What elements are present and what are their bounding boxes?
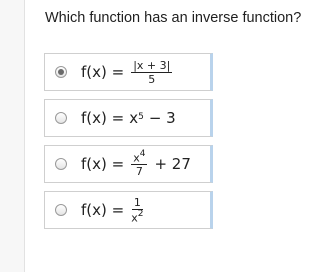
radio-button-selected[interactable] — [55, 66, 67, 78]
fraction — [131, 197, 143, 224]
answer-option-3[interactable] — [44, 145, 213, 183]
expression-tail: − 3 — [148, 109, 176, 127]
denominator-base: x — [131, 211, 138, 225]
radio-button[interactable] — [55, 158, 67, 170]
fraction-denominator: 5 — [148, 72, 156, 86]
answer-option-1[interactable] — [44, 53, 213, 91]
function-lhs: f(x) = — [81, 201, 125, 219]
radio-button[interactable] — [55, 112, 67, 124]
left-gutter — [0, 0, 25, 272]
expression-tail: + 27 — [154, 155, 191, 173]
answer-option-4[interactable] — [44, 191, 213, 229]
numerator-exponent: 4 — [139, 148, 146, 159]
answer-options — [44, 53, 213, 237]
fraction — [131, 60, 172, 85]
fraction-denominator: 7 — [135, 165, 143, 179]
fraction-numerator: |x + 3| — [133, 58, 171, 72]
numerator-base: x — [133, 151, 140, 165]
function-lhs: f(x) = — [81, 63, 125, 81]
question-text: Which function has an inverse function? — [45, 10, 302, 26]
answer-expression — [81, 197, 145, 224]
answer-expression — [81, 109, 176, 127]
power-exponent: 5 — [138, 112, 144, 122]
function-lhs: f(x) = — [81, 155, 125, 173]
denominator-exponent: 2 — [137, 208, 144, 219]
fraction — [131, 148, 147, 179]
radio-button[interactable] — [55, 204, 67, 216]
fraction-denominator — [131, 210, 143, 224]
power-base: x — [129, 109, 139, 127]
answer-expression — [81, 60, 174, 85]
fraction-numerator: 1 — [133, 195, 141, 209]
answer-expression — [81, 148, 191, 179]
answer-option-2[interactable] — [44, 99, 213, 137]
fraction-numerator — [131, 148, 147, 166]
function-lhs: f(x) = — [81, 109, 125, 127]
